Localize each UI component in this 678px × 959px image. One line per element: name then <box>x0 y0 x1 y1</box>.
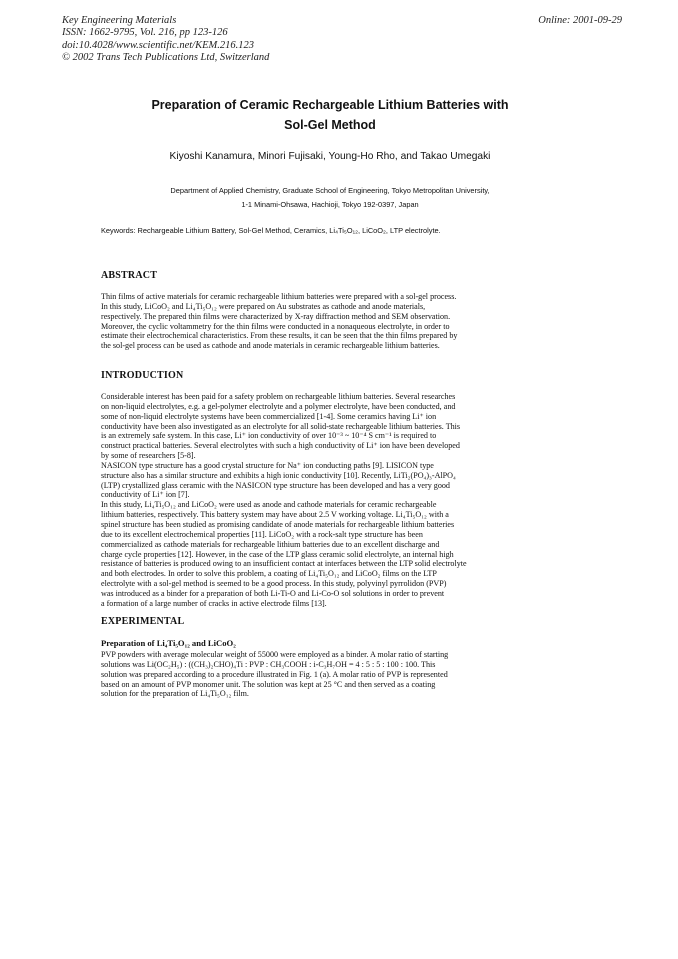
introduction-line: (LTP) crystallized glass ceramic with the NASICON type structure has been developed and has a very good <box>101 480 450 490</box>
abstract-line: estimate their electrochemical characteristics. From these results, it can be seen that the thin films prepared by <box>101 331 458 341</box>
introduction-line: and both electrodes. In order to solve this problem, a coating of Li₄Ti₅O₁₂ and LiCoO₂ films on the LTP <box>101 569 437 579</box>
paper-title <box>100 95 560 135</box>
affiliation-line-2: 1-1 Minami-Ohsawa, Hachioji, Tokyo 192-0397, Japan <box>241 200 419 209</box>
introduction-line: lithium batteries, respectively. This battery system may have about 2.5 V working voltage. Li₄Ti₅O₁₂ with a <box>101 510 449 520</box>
introduction-line: charge cycle properties [12]. However, in the case of the LTP glass ceramic solid electrolyte, an internal high <box>101 549 454 559</box>
introduction-line: construct practical batteries. Several electrolytes with such a high conductivity of Li⁺ ion have been developed <box>101 441 460 451</box>
introduction-line: by some of researchers [5-8]. <box>101 451 196 461</box>
title-line-1: Preparation of Ceramic Rechargeable Lithium Batteries with <box>151 98 509 112</box>
abstract-line: Moreover, the cyclic voltammetry for the thin films were conducted in a nonaqueous electrolyte, in order to <box>101 321 450 331</box>
abstract-line: respectively. The prepared thin films were characterized by X-ray diffraction method and SEM observation. <box>101 311 451 321</box>
introduction-body <box>101 392 549 609</box>
introduction-line: due to its excellent electrochemical properties [11]. LiCoO₂ with a rock-salt type structure has been <box>101 529 423 539</box>
introduction-line: resistance of batteries is produced owing to an insufficient contact at interfaces between the LTP solid electrolyte <box>101 559 467 569</box>
author-list: Kiyoshi Kanamura, Minori Fujisaki, Young-Ho Rho, and Takao Umegaki <box>169 151 491 162</box>
abstract-line: Thin films of active materials for ceramic rechargeable lithium batteries were prepared with a sol-gel process. <box>101 292 457 301</box>
abstract-line: In this study, LiCoO₂ and Li₄Ti₅O₁₂ were prepared on Au substrates as cathode and anode materials, <box>101 301 426 311</box>
introduction-line: electrolyte with a sol-gel method is seemed to be a good process. In this study, polyvinyl pyrrolidon (PVP) <box>101 579 447 589</box>
affiliation-line-1: Department of Applied Chemistry, Graduate School of Engineering, Tokyo Metropolitan University, <box>170 186 490 195</box>
experimental-line: solution for the preparation of Li₄Ti₅O₁₂ film. <box>101 689 249 699</box>
experimental-line: PVP powders with average molecular weight of 55000 were employed as a binder. A molar ratio of starting <box>101 650 449 659</box>
experimental-subheading: Preparation of Li₄Ti₅O₁₂ and LiCoO₂ <box>101 638 236 648</box>
introduction-line: conductivity of Li⁺ ion [7]. <box>101 490 190 500</box>
abstract-body <box>101 292 549 351</box>
keywords: Keywords: Rechargeable Lithium Battery, Sol-Gel Method, Ceramics, Li₄Ti₅O₁₂, LiCoO₂, LTP electrolyte. <box>101 226 441 235</box>
experimental-line: solution was prepared according to a procedure illustrated in Fig. 1 (a). A molar ratio of PVP is represented <box>101 669 448 679</box>
introduction-line: on non-liquid electrolytes, e.g. a gel-polymer electrolyte and a polymer electrolyte, have been conducted, and <box>101 401 456 411</box>
introduction-line: NASICON type structure has a good crystal structure for Na⁺ ion conducting paths [9]. LISICON type <box>101 460 434 470</box>
journal-header <box>62 15 622 65</box>
introduction-line: was introduced as a binder for a preparation of both Li-Ti-O and Li-Co-O sol solutions in order to prevent <box>101 588 445 598</box>
introduction-line: In this study, Li₄Ti₅O₁₂ and LiCoO₂ were used as anode and cathode materials for ceramic rechargeable <box>101 500 437 510</box>
introduction-line: is an extremely safe system. In this case, Li⁺ ion conductivity of over 10⁻³ ~ 10⁻⁴ S cm⁻¹ is required to <box>101 431 437 441</box>
doi-line: doi:10.4028/www.scientific.net/KEM.216.123 <box>62 39 254 51</box>
introduction-line: Considerable interest has been paid for a safety problem on rechargeable lithium batteries. Several researches <box>101 392 456 401</box>
online-date: Online: 2001-09-29 <box>538 15 622 26</box>
introduction-line: commercialized as cathode materials for rechargeable lithium batteries due to an excellent discharge and <box>101 539 440 549</box>
issn-line: ISSN: 1662-9795, Vol. 216, pp 123-126 <box>62 27 228 39</box>
abstract-line: the sol-gel process can be used as cathode and anode materials in ceramic rechargeable lithium batteries. <box>101 341 440 351</box>
experimental-line: solutions was Li(OC₂H₅) : ((CH₃)₂CHO)₄Ti : PVP : CH₃COOH : i-C₃H₇OH = 4 : 5 : 5 : 100 : 100. This <box>101 659 436 669</box>
experimental-heading: EXPERIMENTAL <box>101 616 185 627</box>
introduction-line: structure also has a similar structure and exhibits a high ionic conductivity [10]. Recently, LiTi₂(PO₄)₃-AlPO₄ <box>101 470 456 480</box>
introduction-line: some of non-liquid electrolyte systems have been commercialized [1-4]. Some ceramics having Li⁺ ion <box>101 411 437 421</box>
experimental-body <box>101 650 549 699</box>
introduction-line: conductivity have been also investigated as an electrolyte for all solid-state rechargeable lithium batteries. This <box>101 421 461 431</box>
copyright-line: © 2002 Trans Tech Publications Ltd, Switzerland <box>62 52 270 64</box>
abstract-heading: ABSTRACT <box>101 270 158 281</box>
introduction-line: a formation of a large number of cracks in active electrode films [13]. <box>101 598 327 608</box>
journal-name: Key Engineering Materials <box>62 15 177 26</box>
affiliation <box>90 184 570 212</box>
introduction-line: spinel structure has been studied as promising candidate of anode materials for rechargeable lithium batteries <box>101 519 455 529</box>
introduction-heading: INTRODUCTION <box>101 370 184 381</box>
experimental-line: based on an amount of PVP monomer unit. The solution was kept at 25 °C and then served as a coating <box>101 679 436 689</box>
title-line-2: Sol-Gel Method <box>284 118 376 132</box>
